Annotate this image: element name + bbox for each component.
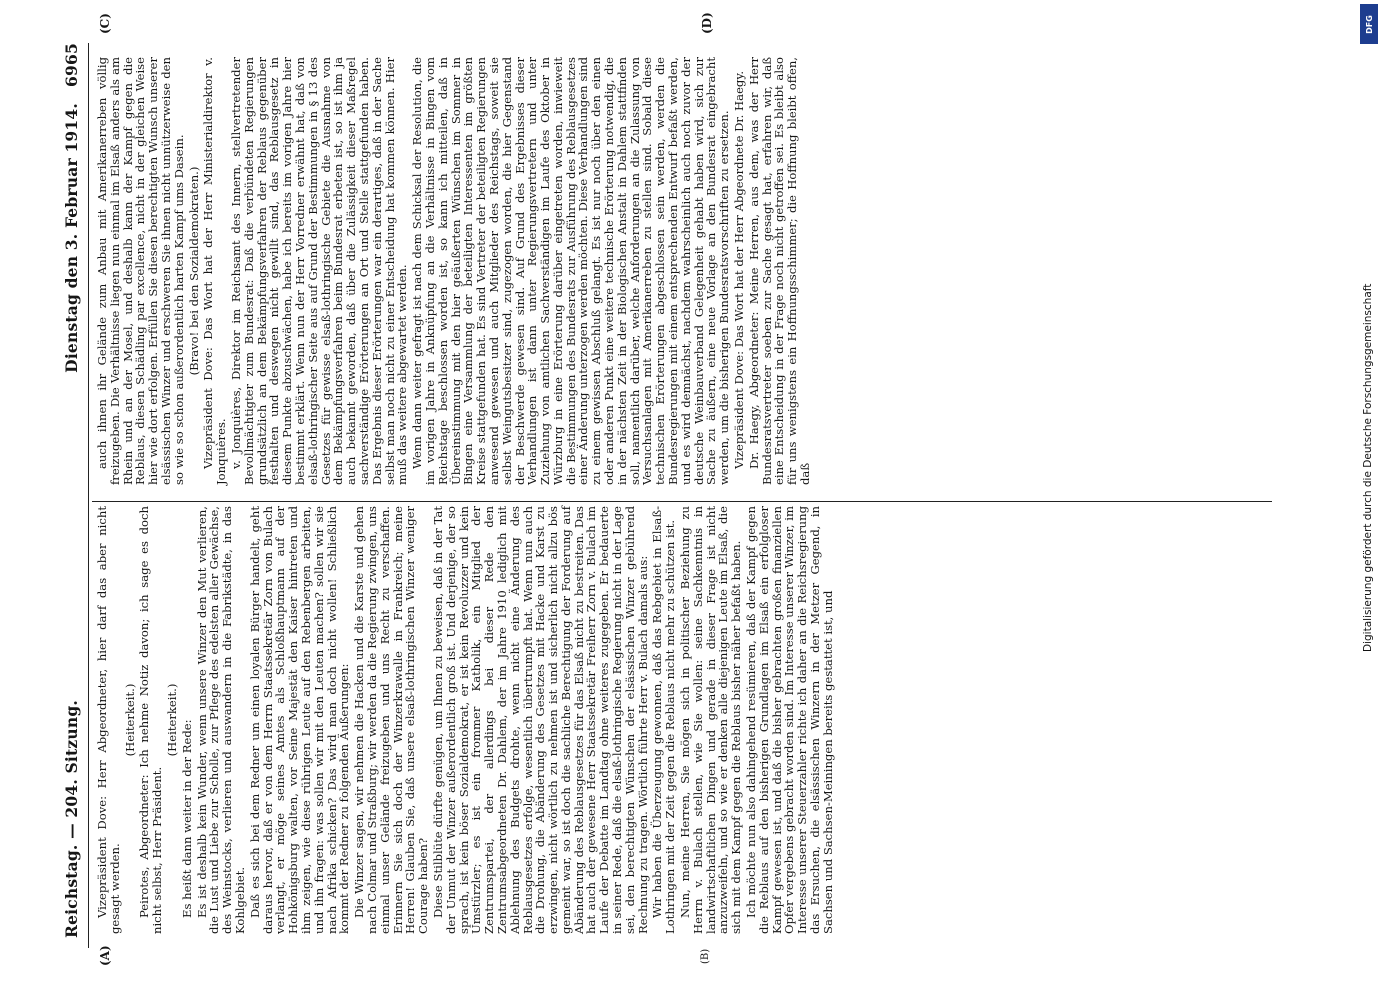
margin-marker-c: (C) bbox=[98, 13, 112, 34]
dfg-logo: DFG bbox=[1360, 4, 1378, 44]
margin-marker-d: (D) bbox=[700, 12, 714, 34]
paragraph: Vizepräsident Dove: Das Wort hat der Herr Abgeordnete Dr. Haegy. bbox=[732, 70, 747, 469]
interjection: (Heiterkeit.) bbox=[122, 683, 137, 757]
paragraph: Diese Stilblüte dürfte genügen, um Ihnen zu beweisen, daß in der Tat der Unmut der Winzer außerordentlich groß ist. Und derjenige, der so sprach, ist kein böser Sozialdemokrat, er ist kein Revoluzzer und kein Umstürzler; es ist ein frommer Katholik, ein Mitglied der Zentrumspartei, der allerdings bei dieser Rede den Zentrumsabgeordneten Dr. Dahlem, der im Jahre 1910 lediglich mit Ablehnung des Budgets drohte, wenn nicht eine Änderung des Reblausgesetzes erfolge, wesentlich übertrumpft hat. Wenn nun auch die Drohung, die Abänderung des Gesetzes mit Hacke und Karst zu erzwingen, nicht wörtlich zu nehmen ist und sicherlich nicht allzu bös gemeint war, so ist doch die sachliche Berechtigung der Forderung auf Abänderung des Reblausgesetzes für das Elsaß nicht zu bestreiten. Das hat auch der gewesene Herr Staatssekretär Freiherr Zorn v. Bulach im Laufe der Debatte im Landtag ohne weiteres zugegeben. Er bedauerte in seiner Rede, daß die elsaß-lothringische Regierung nicht in der Lage sei, den berechtigten Wünschen der elsässischen Winzer gebührend Rechnung zu tragen. Wörtlich führte Herr v. Bulach damals aus: bbox=[430, 506, 650, 934]
paragraph: Ich möchte nun also dahingehend resümieren, daß der Kampf gegen die Reblaus auf den bisherigen Grundlagen im Elsaß ein erfolgloser Kampf gewesen ist, und daß die bisher gebrachten großen finanziellen Opfer vergebens gebracht worden sind. Im Interesse unserer Winzer, im Interesse unserer Steuerzahler richte ich daher an die Reichsregierung das Ersuchen, die elsässischen Winzern in der Metzer Gegend, in Sachsen und Sachsen-Meiningen bereits gestattet ist, und bbox=[744, 506, 835, 934]
header-rule bbox=[88, 43, 89, 948]
paragraph: Peirotes, Abgeordneter: Ich nehme Notiz davon; ich sage es doch nicht selbst, Herr Präsident. bbox=[137, 506, 165, 934]
interjection: (Heiterkeit.) bbox=[164, 683, 179, 757]
quotation: Es ist deshalb kein Wunder, wenn unsere Winzer den Mut verlieren, die Lust und Liebe zur Scholle, zur Pflege des edelsten aller Gewächse, des Weinstocks, verlieren und auswandern in die Fabrikstädte, in das Kohlgebiet. bbox=[194, 506, 247, 934]
paragraph: Nun, meine Herren, Sie mögen sich in politischer Beziehung zu Herrn v. Bulach stellen, wie Sie wollen: seine Sachkenntnis in landwirtschaftlichen Dingen und gerade in dieser Frage ist nicht anzuzweifeln, und so wie er denken alle diejenigen Leute im Elsaß, die sich mit dem Kampf gegen die Reblaus bisher näher befaßt haben. bbox=[678, 506, 744, 934]
header-date: Dienstag den 3. Februar 1914. bbox=[62, 103, 81, 373]
page-header bbox=[58, 43, 86, 948]
paragraph: auch ihnen ihr Gelände zum Anbau mit Amerikanerreben völlig freizugeben. Die Verhältnisse liegen nun einmal im Elsaß anders als am Rhein und an der Mosel, und deshalb kann der Kampf gegen die Reblaus, diesen Schädling par excellence, nicht in der gleichen Weise hier wie dort erfolgen. Erfüllen Sie diesen berechtigten Wunsch unserer elsässischen Winzer und erschweren Sie ihnen nicht unnützerweise den so wie so schon außerordentlich harten Kampf ums Dasein. bbox=[95, 57, 186, 485]
paragraph: Vizepräsident Dove: Herr Abgeordneter, hier darf das aber nicht gesagt werden. bbox=[95, 506, 122, 934]
margin-marker-b: (B) bbox=[700, 948, 711, 964]
interjection: (Bravo! bei den Sozialdemokraten.) bbox=[186, 166, 201, 376]
paragraph: Dr. Haegy, Abgeordneter: Meine Herren, aus dem, was der Herr Bundesratsvertreter soeben zur Sache gesagt hat, erfahren wir, daß eine Entscheidung in der Frage noch nicht getroffen sei. Es bleibt also für uns wenigstens ein Hoffnungsschimmer; die Hoffnung bleibt offen, daß bbox=[746, 57, 813, 485]
quotation: Wir haben die Überzeugung gewonnen, daß das Rebgebiet in Elsaß-Lothringen mit der Zeit gegen die Reblaus nicht mehr zu schützen ist. bbox=[650, 506, 678, 934]
right-column bbox=[96, 57, 814, 485]
header-session: Reichstag. — 204. Sitzung. bbox=[62, 700, 81, 938]
quotation: Die Winzer sagen, wir nehmen die Hacken und die Karste und gehen nach Colmar und Straßburg; wir werden da die Regierung zwingen, uns einmal unser Gelände freizugeben und uns Recht zu verschaffen. Erinnern Sie sich doch der Winzerkrawalle in Frankreich; meine Herren! Glauben Sie, daß unsere elsaß-lothringischen Winzer weniger Courage haben? bbox=[352, 506, 431, 934]
paragraph: Wenn dann weiter gefragt ist nach dem Schicksal der Resolution, die im vorigen Jahre in Anknüpfung an die Verhältnisse in Bingen vom Reichstage beschlossen worden ist, so kann ich mitteilen, daß in Übereinstimmung mit den hier geäußerten Wünschen im Sommer in Bingen eine Versammlung der beteiligten Interessenten im größten Kreise stattgefunden hat. Es sind Vertreter der beteiligten Regierungen anwesend gewesen und auch Mitglieder des Reichstags, soweit sie selbst Weingutsbesitzer sind, zugezogen worden, die hier Gegenstand der Beschwerde gewesen sind. Auf Grund des Ergebnisses dieser Verhandlungen ist dann unter Regierungsvertretern und unter Zuziehung von amtlichen Sachverständigen im Laufe des Oktober in Würzburg in eine Erörterung darüber eingetreten worden, inwieweit die Bestimmungen des Bundesrats zur Ausführung des Reblausgesetzes einer Änderung unterzogen werden möchten. Diese Verhandlungen sind zu einem gewissen Abschluß gelangt. Es ist nur noch über den einen oder anderen Punkt eine weitere technische Erörterung notwendig, die in der nächsten Zeit in der Biologischen Anstalt in Dahlem stattfinden soll, namentlich darüber, welche Anforderungen an die Zulassung von Versuchsanlagen mit Amerikanerreben zu stellen sind. Sobald diese technischen Erörterungen abgeschlossen sein werden, werden die Bundesregierungen mit einem entsprechenden Entwurf befaßt werden, und es wird demnächst, nachdem wahrscheinlich auch noch zuvor der deutsche Weinbauverband Gelegenheit gehabt haben wird, sich zur Sache zu äußern, eine neue Vorlage an den Bundesrat eingebracht werden, um die bisherigen Bundesratsvorschriften zu ersetzen. bbox=[410, 57, 732, 485]
left-column bbox=[96, 506, 837, 934]
funding-notice: Digitalisierung gefördert durch die Deutsche Forschungsgemeinschaft bbox=[1362, 283, 1374, 652]
funding-sidebar bbox=[1356, 0, 1383, 1000]
paragraph: Vizepräsident Dove: Das Wort hat der Herr Ministerialdirektor v. Jonquières. bbox=[201, 57, 229, 485]
page-number: 6965 bbox=[62, 43, 81, 87]
paragraph: v. Jonquières, Direktor im Reichsamt des Innern, stellvertretender Bevollmächtigter zum Bundesrat: Daß die verbündeten Regierungen grundsätzlich an dem Bekämpfungsverfahren der Reblaus gegenüber festhalten und deswegen nicht gewillt sind, das Reblausgesetz in diesem Punkte abzuschwächen, habe ich bereits im vorigen Jahre hier bestimmt erklärt. Wenn nun der Herr Vorredner erwähnt hat, daß von elsaß-lothringischer Seite aus auf Grund der Bestimmungen in § 13 des Gesetzes für gewisse elsaß-lothringische Gebiete die Ausnahme von dem Bekämpfungsverfahren beim Bundesrat erbeten ist, so ist ihm ja auch bekannt geworden, daß über die Zulässigkeit dieser Maßregel sachverständige Erörterungen an Ort und Stelle stattgefunden haben. Das Ergebnis dieser Erörterungen war ein derartiges, daß in der Sache selbst man noch nicht zu einer Entscheidung hat kommen können. Hier muß das weitere abgewartet werden. bbox=[228, 57, 410, 485]
paragraph: Es heißt dann weiter in der Rede: bbox=[179, 719, 194, 918]
paragraph: Daß es sich bei dem Redner um einen loyalen Bürger handelt, geht daraus hervor, daß er von dem Herrn Staatssekretär Zorn von Bulach verlangt, er möge seines Amtes als Schloßhauptmann auf der Hohkönigsburg walten, vor Seine Majestät den Kaiser hintreten und ihm zeigen, wie diese rührigen Leute auf den Rebenbergen arbeiten, und ihn fragen: was sollen wir mit den Leuten machen? sollen wir sie nach Afrika schicken? Das wird man doch nicht wollen! Schließlich kommt der Redner zu folgenden Äußerungen: bbox=[247, 506, 352, 934]
margin-marker-a: (A) bbox=[98, 945, 112, 966]
column-divider bbox=[92, 501, 1272, 502]
